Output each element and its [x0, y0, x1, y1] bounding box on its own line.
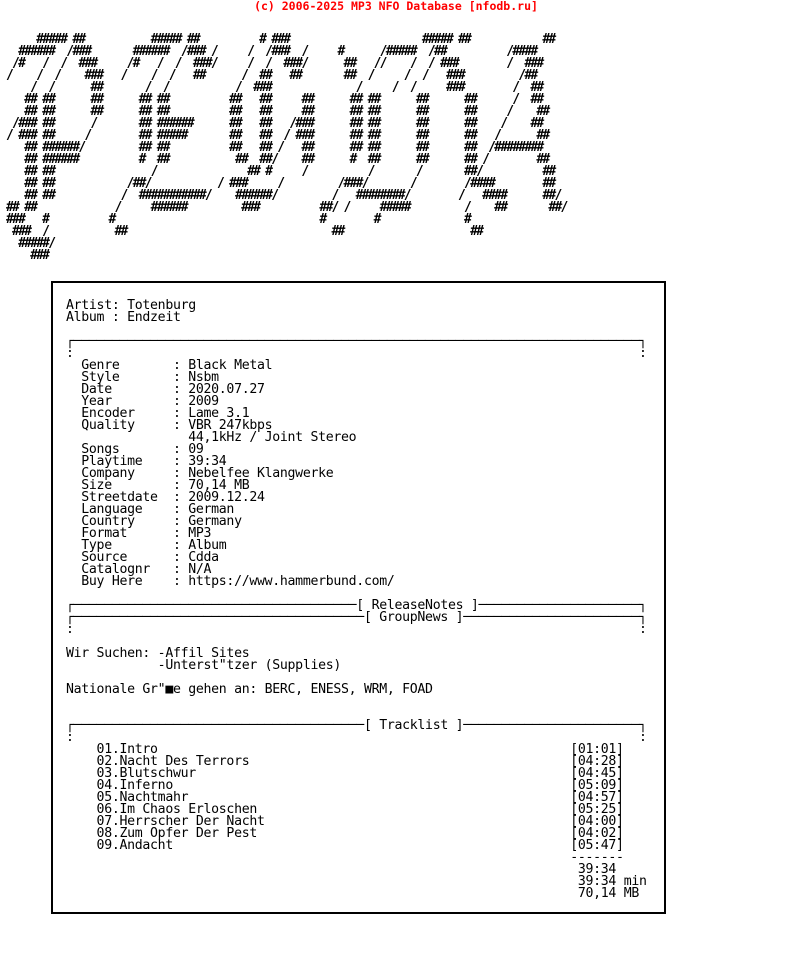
ascii-logo: ##### ## ##### ## # ### ##### ## ## ###### /### ###### /### / / /### / # /##### /## /#### /# / / ### /# / / ###/ / / ###/ ## // / / ### / ### / / / ### / / / ## / ## ## ## / / / ### /## / / ## / / / ### / / / ### / ## ## ## ## ## ## ## ## ## ## ## ## ## / ## ## ## ## ## ## ## ## ## ## ## ## ## / ## /### ## / ## ###### ## ## /### ## ## ## ## / ## / ### ## / ## ##### ## ## / ### ## ## ## ## / ## ## ######/ ## ## ## ## / ## ## ## ## ## /######## ## ###### # ## ## ##/ ## # ## ## ## / ## ## ## / ## # / / / ##/ ## ## ## /##/ / ### / /###/ / /#### ## ## ## / ###########/ ######/ / ########/ / #### ##/ ## ## / ###### ### ##/ / ##### / ## ##/ ### # # # # # ### / ## ## ## #####/ ###	[6, 32, 567, 263]
site-credit: (c) 2006-2025 MP3 NFO Database [nfodb.ru]	[254, 0, 538, 13]
nfo-text: Artist: Totenburg Album : Endzeit ┌──────────────────────────────────────────────────────────────────────────┐ : : Genre : Black Metal Style : Nsbm Date : 2020.07.27 Year : 2009 Encoder : Lame 3.1 Quality : VBR 247kbps 44,1kHz / Joint Stereo Songs : 09 Playtime : 39:34 Company : Nebelfee Klangwerke Size : 70,14 MB Streetdate : 2009.12.24 Language : German Country : Germany Format : MP3 Type : Album Source : Cdda Catalognr : N/A Buy Here : https://www.hammerbund.com/ ┌─────────────────────────────────────[ ReleaseNotes ]─────────────────────┐ ┌──────────────────────────────────────[ GroupNews ]───────────────────────┐ : : Wir Suchen: -Affil Sites -Unterst"tzer (Supplies) Nationale Gr"■e gehen an: BERC, ENESS, WRM, FOAD ┌──────────────────────────────────────[ Tracklist ]───────────────────────┐ : : 01.Intro [01:01] 02.Nacht Des Terrors [04:28] 03.Blutschwur [04:45] 04.Inferno [05:09] 05.Nachtmahr [04:57] 06.Im Chaos Erloschen [05:25] 07.Herrscher Der Nacht [04:00] 08.Zum Opfer Der Pest [04:02] 09.Andacht [05:47] ------- 39:34 39:34 min 70,14 MB	[66, 298, 647, 901]
